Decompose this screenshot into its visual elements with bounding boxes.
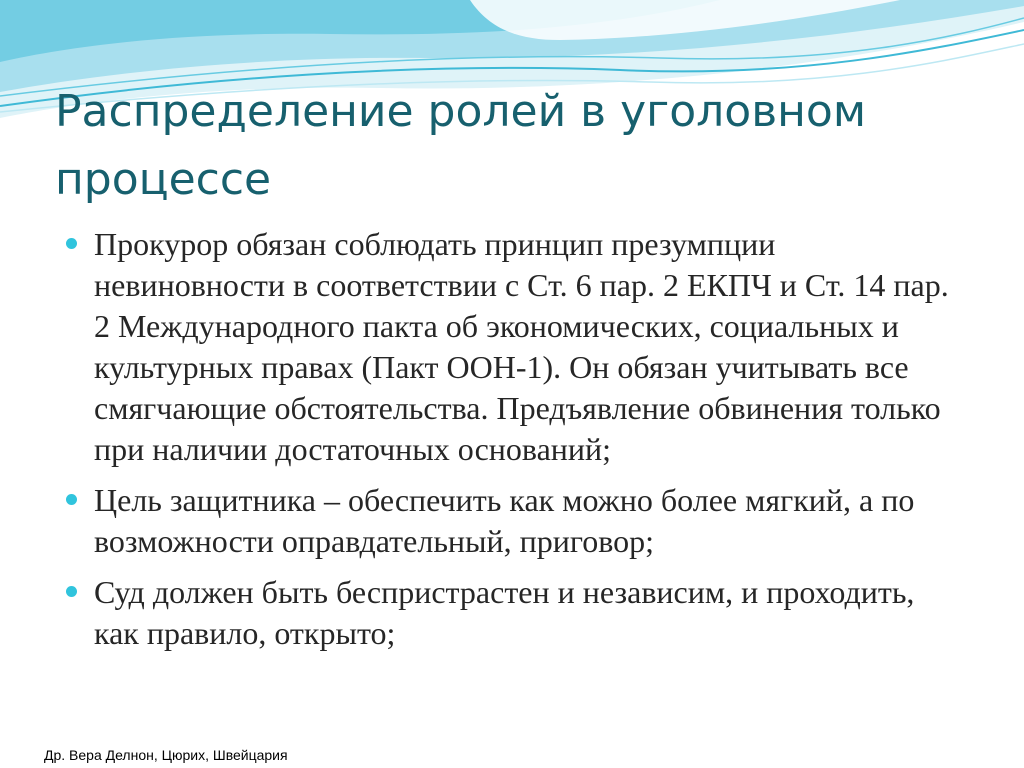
- bullet-dot-icon: [66, 586, 77, 597]
- slide-title: Распределение ролей в уголовном процессе: [55, 86, 867, 205]
- bullet-list: [62, 224, 962, 664]
- bullet-text: Суд должен быть беспристрастен и независим, и проходить, как правило, открыто;: [94, 574, 915, 651]
- bullet-text: Цель защитника – обеспечить как можно более мягкий, а по возможности оправдательный, приговор;: [94, 482, 915, 559]
- bullet-dot-icon: [66, 238, 77, 249]
- bullet-item-defender: [62, 480, 962, 562]
- bullet-text: Прокурор обязан соблюдать принцип презумпции невиновности в соответствии с Ст. 6 пар. 2 ЕКПЧ и Ст. 14 пар. 2 Международного пакта об экономических, социальных и культурных правах (Пакт ООН-1). Он обязан учитывать все смягчающие обстоятельства. Предъявление обвинения только при наличии достаточных оснований;: [94, 226, 949, 467]
- bullet-item-prosecutor: [62, 224, 962, 470]
- footer-author: Др. Вера Делнон, Цюрих, Швейцария: [44, 747, 288, 763]
- bullet-item-court: [62, 572, 962, 654]
- bullet-dot-icon: [66, 494, 77, 505]
